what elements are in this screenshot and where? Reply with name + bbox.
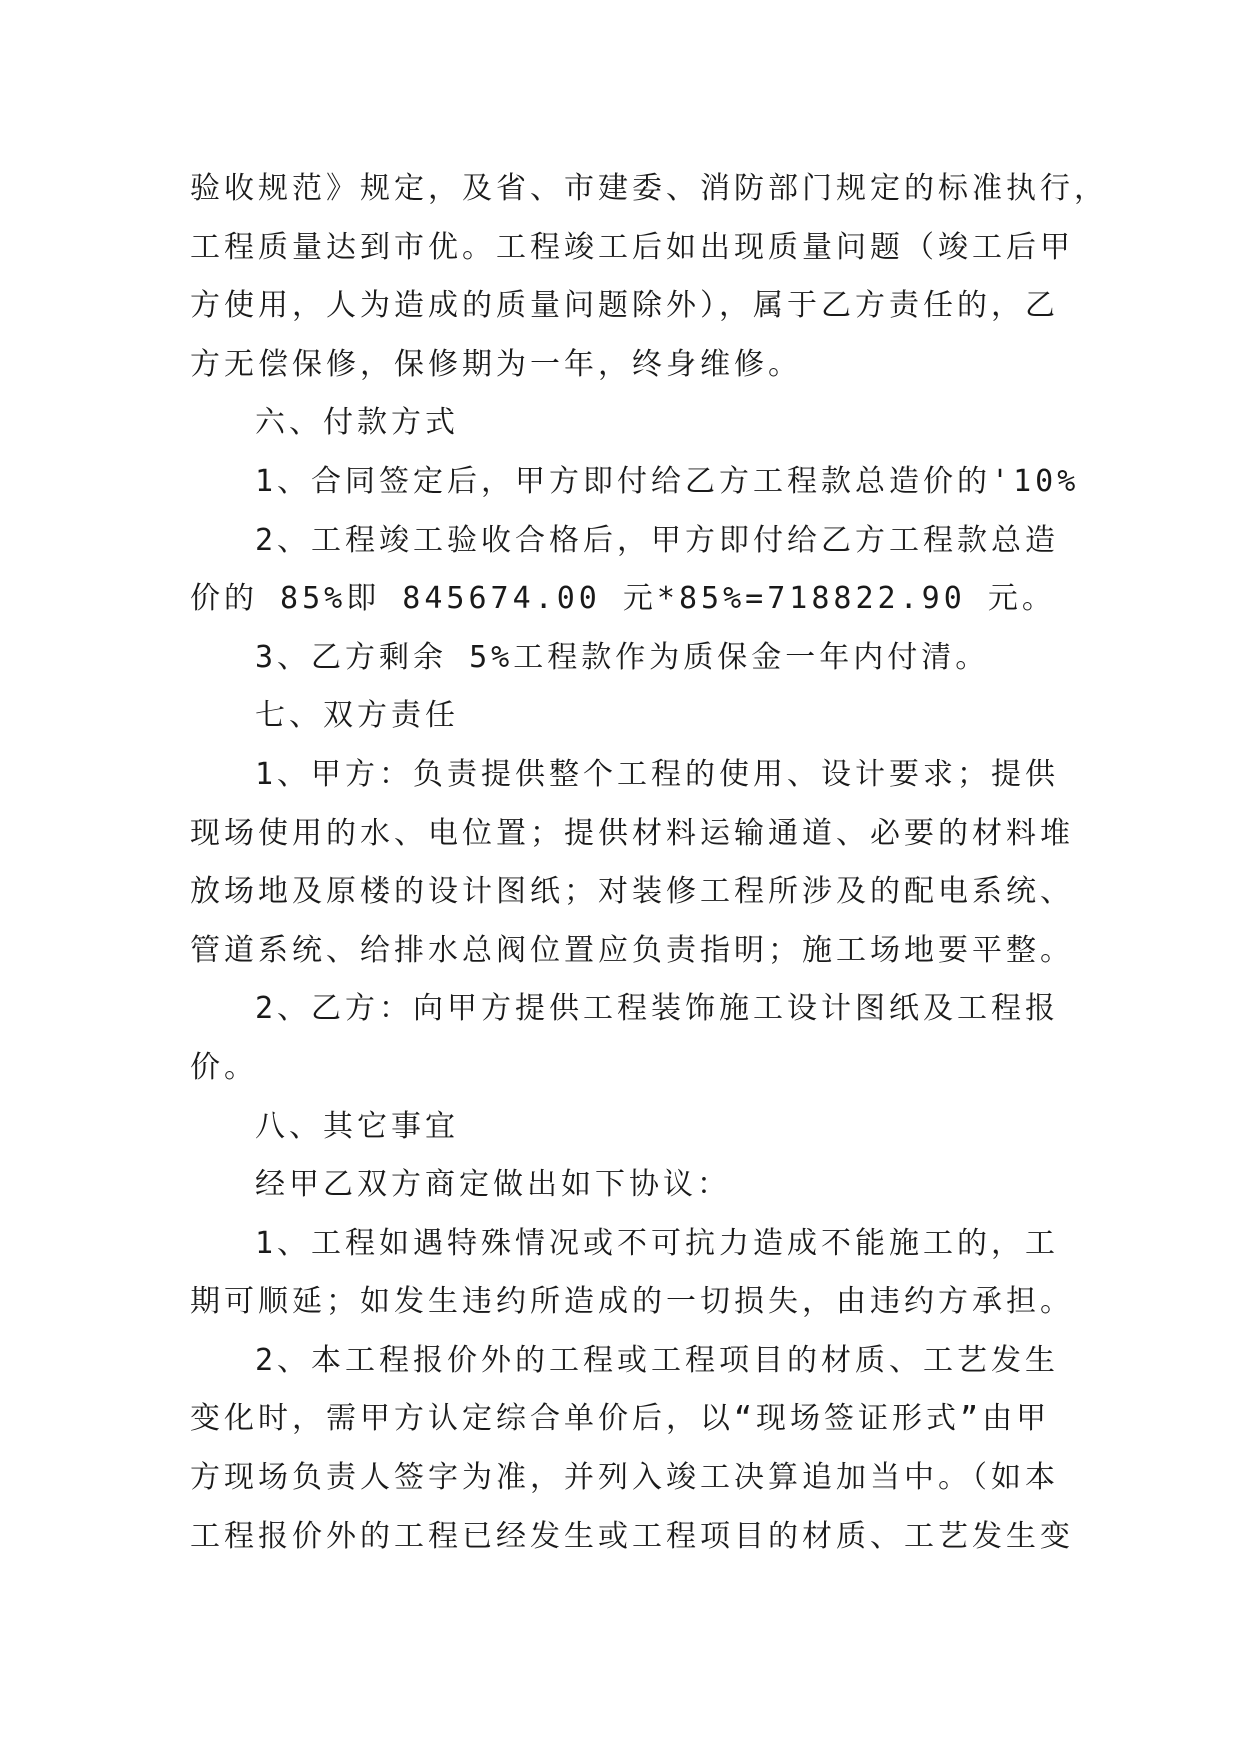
- text-line: 工程报价外的工程已经发生或工程项目的材质、工艺发生变: [190, 1518, 1074, 1554]
- text-line: 价。: [190, 1049, 258, 1085]
- text-line: 2、工程竣工验收合格后，甲方即付给乙方工程款总造: [255, 522, 1060, 558]
- text-line: 方现场负责人签字为准，并列入竣工决算追加当中。（如本: [190, 1460, 1059, 1496]
- section-heading-other-matters: 八、其它事宜: [255, 1108, 459, 1144]
- text-line: 1、甲方：负责提供整个工程的使用、设计要求；提供: [255, 756, 1060, 792]
- text-line: 经甲乙双方商定做出如下协议：: [255, 1167, 731, 1203]
- document-body: [190, 160, 1108, 1566]
- text-line: 1、工程如遇特殊情况或不可抗力造成不能施工的，工: [255, 1225, 1060, 1261]
- text-line: 验收规范》规定，及省、市建委、消防部门规定的标准执行，: [190, 171, 1108, 206]
- section-heading-responsibilities: 七、双方责任: [255, 698, 459, 734]
- text-line: 管道系统、给排水总阀位置应负责指明；施工场地要平整。: [190, 932, 1074, 968]
- text-line: 1、合同签定后，甲方即付给乙方工程款总造价的'10%: [255, 463, 1080, 499]
- text-line: 放场地及原楼的设计图纸；对装修工程所涉及的配电系统、: [190, 874, 1074, 910]
- text-line: 方使用，人为造成的质量问题除外），属于乙方责任的，乙: [190, 288, 1059, 324]
- text-line: 2、本工程报价外的工程或工程项目的材质、工艺发生: [255, 1342, 1060, 1378]
- text-line: 现场使用的水、电位置；提供材料运输通道、必要的材料堆: [190, 815, 1074, 851]
- text-line: 3、乙方剩余 5%工程款作为质保金一年内付清。: [255, 639, 990, 675]
- text-line: 变化时，需甲方认定综合单价后，以“现场签证形式”由甲: [190, 1401, 1051, 1437]
- text-line: 方无偿保修，保修期为一年，终身维修。: [190, 346, 802, 382]
- text-line: 价的 85%即 845674.00 元*85%=718822.90 元。: [190, 581, 1056, 617]
- text-line: 期可顺延；如发生违约所造成的一切损失，由违约方承担。: [190, 1284, 1074, 1320]
- text-line: 工程质量达到市优。工程竣工后如出现质量问题（竣工后甲: [190, 229, 1074, 265]
- section-heading-payment: 六、付款方式: [255, 405, 459, 441]
- text-line: 2、乙方：向甲方提供工程装饰施工设计图纸及工程报: [255, 991, 1060, 1027]
